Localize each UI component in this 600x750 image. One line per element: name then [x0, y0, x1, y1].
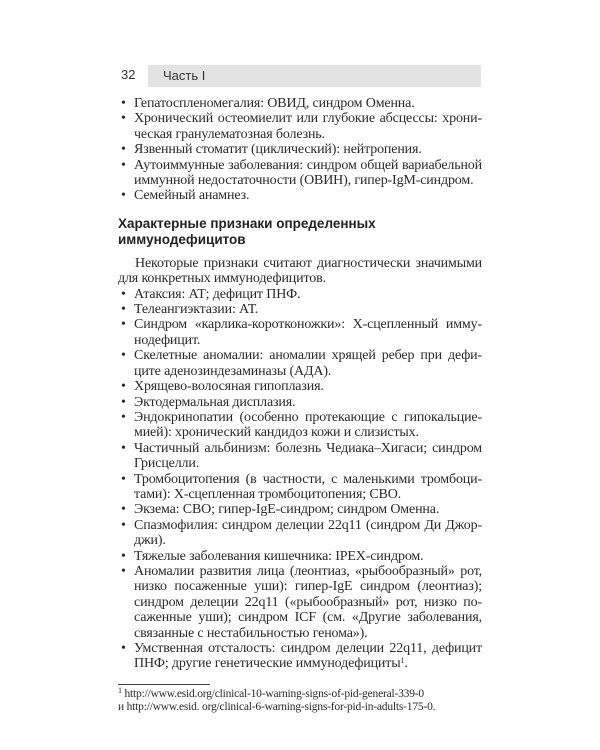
list-item — [118, 287, 482, 302]
list-item — [118, 348, 482, 379]
line-text: ческая гранулематозная болезнь. — [134, 126, 325, 142]
list-item-line: ПНФ; другие генетические иммунодефициты$^1$. — [134, 656, 408, 672]
bullet-icon: • — [121, 409, 126, 425]
list-item-line — [134, 317, 482, 332]
list-item-line — [134, 579, 482, 594]
footnote-divider — [118, 684, 210, 685]
line-text: тами): Х-сцепленная тромбоцитопения; СВО. — [134, 486, 402, 502]
list-item — [118, 564, 482, 641]
list-item-line — [134, 142, 482, 157]
bullet-icon: • — [121, 157, 126, 173]
list-item-line — [134, 502, 482, 517]
list-item-line — [134, 518, 482, 533]
list-item — [118, 518, 482, 549]
list-item-line — [134, 533, 482, 548]
list-item-line — [134, 626, 482, 641]
list-item-line — [134, 487, 482, 502]
line-text: ците аденозиндезаминазы (АДА). — [134, 363, 332, 379]
line-text: Гепатоспленомегалия: ОВИД, синдром Оменна. — [134, 96, 415, 111]
line-text: Эктодермальная дисплазия. — [134, 394, 296, 410]
list-item-line — [134, 641, 482, 656]
line-text: синдром делеции 22q11 («рыбообразный» рот, низко по- — [134, 594, 482, 610]
line-text: Спазмофилия: синдром делеции 22q11 (синдром Ди Джор- — [134, 517, 482, 533]
line-text: ПНФ; другие генетические иммунодефициты — [134, 656, 401, 672]
list-item-line — [134, 348, 482, 363]
footnote — [118, 685, 482, 715]
bullet-icon: • — [121, 440, 126, 456]
list-item — [118, 96, 482, 111]
bullet-list-specific-signs — [118, 287, 482, 672]
list-item — [118, 302, 482, 317]
bullet-icon: • — [121, 188, 126, 204]
part-title: Часть I — [163, 68, 206, 83]
line-text: Скелетные аномалии: аномалии хрящей ребер при дефи- — [134, 348, 482, 364]
list-item — [118, 188, 482, 203]
list-item — [118, 142, 482, 157]
bullet-icon: • — [121, 641, 126, 656]
list-item-line — [134, 287, 482, 302]
footnote-link[interactable]: и http://www.esid. org/clinical-6-warning-signs-for-pid-in-adults-175-0. — [118, 701, 436, 714]
line-text: Аномалии развития лица (леонтиаз, «рыбообразный» рот, — [134, 563, 482, 579]
line-text: Умственная отсталость: синдром делеции 22q11, дефицит — [134, 641, 482, 656]
line-text: мией): хронический кандидоз кожи и слизистых. — [134, 425, 419, 441]
heading-line: иммунодефицитов — [118, 231, 246, 247]
line-text: связанные с нестабильностью генома»). — [134, 625, 368, 641]
list-item-line — [134, 472, 482, 487]
footnote-reference[interactable]: 1 — [400, 656, 405, 666]
line-text: Аутоиммунные заболевания: синдром общей вариабельной — [134, 157, 482, 173]
list-item — [118, 641, 482, 672]
line-text: Экзема: СВО; гипер-IgE-синдром; синдром Оменна. — [134, 502, 440, 518]
line-text: Хрящево-волосяная гипоплазия. — [134, 379, 324, 395]
line-text: низко посаженные уши): гипер-IgE синдром (леонтиаз); — [134, 579, 482, 595]
list-item-line — [134, 379, 482, 394]
line-text: Семейный анамнез. — [134, 188, 250, 204]
running-header-row — [118, 65, 481, 87]
list-item-line — [134, 595, 482, 610]
line-text: Язвенный стоматит (циклический): нейтропения. — [134, 142, 422, 158]
line-text: Атаксия: АТ; дефицит ПНФ. — [134, 286, 301, 302]
line-text: Эндокринопатии (особенно протекающие с гипокальцие- — [134, 409, 482, 425]
list-item — [118, 379, 482, 394]
line-text: иммунной недостаточности (ОВИН), гипер-IgM-синдром. — [134, 173, 474, 189]
section-heading — [118, 216, 482, 248]
list-item-line — [134, 173, 482, 188]
line-text: джи). — [134, 533, 166, 549]
page-body — [118, 96, 482, 672]
running-header — [148, 65, 481, 87]
bullet-list-signs — [118, 96, 482, 204]
list-item — [118, 502, 482, 517]
line-text: Грисцелли. — [134, 456, 200, 472]
list-item-line — [134, 549, 482, 564]
list-item — [118, 158, 482, 189]
bullet-icon: • — [121, 548, 126, 564]
list-item — [118, 395, 482, 410]
bullet-icon: • — [121, 348, 126, 364]
intro-paragraph — [118, 256, 482, 287]
list-item-line — [134, 395, 482, 410]
bullet-icon: • — [121, 517, 126, 533]
list-item-line — [134, 127, 482, 142]
list-item-line — [134, 610, 482, 625]
bullet-icon: • — [121, 471, 126, 487]
footnote-link[interactable]: http://www.esid.org/clinical-10-warning-signs-of-pid-general-339-0 — [124, 687, 424, 700]
list-item-line — [134, 158, 482, 173]
bullet-icon: • — [121, 286, 126, 302]
list-item-line — [134, 441, 482, 456]
list-item-line — [134, 564, 482, 579]
list-item-line — [134, 410, 482, 425]
list-item-line — [134, 188, 482, 203]
line-text: Хронический остеомиелит или глубокие абсцессы: хрони- — [134, 111, 482, 127]
bullet-icon: • — [121, 111, 126, 127]
line-text: Тромбоцитопения (в частности, с маленькими тромбоци- — [134, 471, 482, 487]
page-number: 32 — [121, 67, 136, 82]
bullet-icon: • — [121, 302, 126, 318]
list-item-line — [134, 364, 482, 379]
bullet-icon: • — [121, 563, 126, 579]
paragraph-line: Некоторые признаки считают диагностически значимыми — [135, 255, 482, 271]
footnote-line — [118, 685, 482, 702]
list-item-line — [134, 456, 482, 471]
line-text: Телеангиэктазии: АТ. — [134, 302, 259, 318]
list-item-line — [134, 111, 482, 126]
bullet-icon: • — [121, 96, 126, 111]
line-text: Тяжелые заболевания кишечника: IPEX-синдром. — [134, 548, 424, 564]
footnote-marker: 1 — [118, 685, 122, 695]
list-item — [118, 410, 482, 441]
list-item — [118, 111, 482, 142]
list-item — [118, 441, 482, 472]
list-item — [118, 472, 482, 503]
list-item-line — [134, 302, 482, 317]
bullet-icon: • — [121, 379, 126, 395]
list-item-line — [134, 333, 482, 348]
bullet-icon: • — [121, 502, 126, 518]
bullet-icon: • — [121, 394, 126, 410]
list-item-line — [134, 96, 482, 111]
line-text: нодефицит. — [134, 332, 201, 348]
bullet-icon: • — [121, 317, 126, 333]
list-item — [118, 549, 482, 564]
paragraph-line: для конкретных иммунодефицитов. — [118, 271, 326, 287]
line-text: Частичный альбинизм: болезнь Чедиака–Хигаси; синдром — [134, 440, 482, 456]
heading-line: Характерные признаки определенных — [118, 215, 376, 231]
footnote-area — [118, 684, 482, 715]
list-item — [118, 317, 482, 348]
line-text: Синдром «карлика-коротконожки»: Х-сцепленный имму- — [134, 317, 482, 333]
list-item-line — [134, 425, 482, 440]
bullet-icon: • — [121, 142, 126, 158]
line-text: саженные уши); синдром ICF (см. «Другие заболевания, — [134, 610, 482, 626]
